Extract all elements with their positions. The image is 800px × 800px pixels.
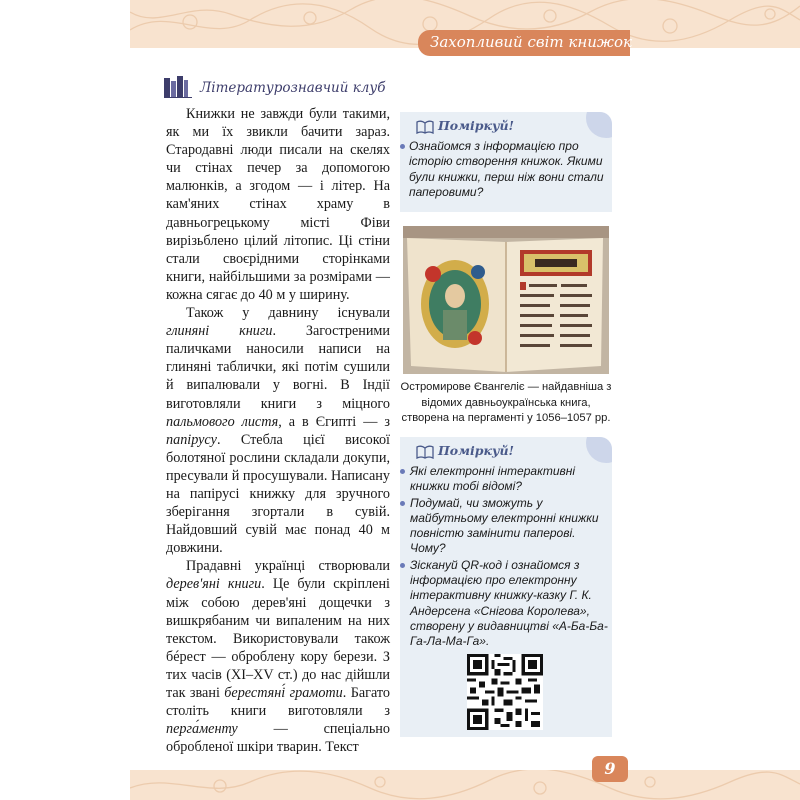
think-item [400, 464, 610, 495]
think-box-1-title: Поміркуй! [438, 118, 515, 133]
think-item [400, 496, 610, 557]
think-item-text: Подумай, чи зможуть у майбутньому електронні книжки повністю замінити паперові. Чому? [410, 495, 599, 556]
think-item-text: Які електронні інтерактивні книжки тобі відомі? [410, 464, 576, 494]
p3-text-b: . Це були скріплені між собою дерев'яні дощечки з вишкрябаним чи випаленим на них текстом. Використовували також бéрест — оброблену кору берези. З тих часів (XI–XV ст.) до нас дійшли так звані [166, 576, 390, 701]
term-parchment: перга́менту [166, 721, 238, 738]
term-papyrus: папірусу [166, 431, 217, 448]
think-item-text: Зіскануй QR-код і ознайомся з інформацією про електронну інтерактивну книжку-казку Г. К. Андерсена «Снігова Королева», створену у видавництві «А-Ба-Ба-Га-Ла-Ма-Га». [410, 557, 608, 649]
think-item [400, 558, 610, 650]
term-wooden-books: дерев'яні книги [166, 576, 262, 593]
photo-caption: Остромирове Євангеліє — найдавніша з відомих давньоукраїнська книга, створена на пергаменті у 1056–1057 рр. [400, 381, 612, 424]
books-icon [164, 76, 192, 98]
bullet [400, 144, 405, 149]
think-box-2-list [400, 464, 610, 651]
think-box-1-list [400, 139, 610, 201]
term-clay-books: глиняні книги [166, 323, 273, 340]
p2-text-c: , а в Єгипті — з [278, 413, 390, 430]
main-text-column [166, 105, 390, 756]
open-book-icon [416, 445, 434, 459]
p2-text-a: Також у давнину існували [186, 305, 390, 322]
page-number: 9 [592, 756, 628, 782]
p3-text-c: . Багато століть книги виготовляли з [166, 685, 390, 720]
qr-code[interactable] [467, 654, 543, 730]
section-title: Захопливий світ книжок [430, 33, 632, 51]
think-box-1 [400, 112, 612, 212]
bullet [400, 563, 405, 568]
paragraph-2 [166, 304, 390, 557]
bullet [400, 501, 405, 506]
think-item [400, 139, 610, 200]
p3-text-d: — спеціально обробленої шкіри тварин. Текст [166, 721, 390, 756]
bullet [400, 469, 405, 474]
p3-text-a: Прадавні українці створювали [186, 558, 390, 575]
club-heading: Літературознавчий клуб [200, 80, 386, 96]
footer-ornament-band [130, 770, 800, 800]
ostromir-gospel-photo [403, 226, 609, 374]
open-book-icon [416, 120, 434, 134]
think-box-2-title: Поміркуй! [438, 443, 515, 458]
p2-text-d: . Стебла цієї високої болотяної рослини складали докупи, пресували й просушували. Написану на папірусі книжку для зручного зберігання згортали в сувій. Найдовший сувій має понад 40 м довжини. [166, 431, 390, 557]
box-corner-decoration [586, 112, 612, 138]
think-item-text: Ознайомся з інформацією про історію створення книжок. Якими були книжки, перш ніж вони стали паперовими? [409, 139, 604, 199]
term-birch-bark-letters: берестяні́ грамоти [224, 685, 343, 701]
p2-text-b: . Загостреними паличками наносили написи на глиняні таблички, які потім сушили й випалювали у вогні. В Індії виготовляли книги з міцного [166, 323, 391, 412]
paragraph-3 [166, 557, 390, 756]
paragraph-1: Книжки не завжди були такими, як ми їх звикли бачити зараз. Стародавні люди писали на скелях чи стінах печер за допомогою малюнків, а згодом — і літер. На кам'яних стінах храму в давньогрецькому місті Фіви вирізьблено цілий літопис. Ці стіни стали своєрідними сторінками книги, найбільшими за розмірами — кожна сягає до 40 м у ширину. [166, 106, 390, 303]
term-palm-leaves: пальмового листя [166, 413, 279, 430]
box-corner-decoration [586, 437, 612, 463]
